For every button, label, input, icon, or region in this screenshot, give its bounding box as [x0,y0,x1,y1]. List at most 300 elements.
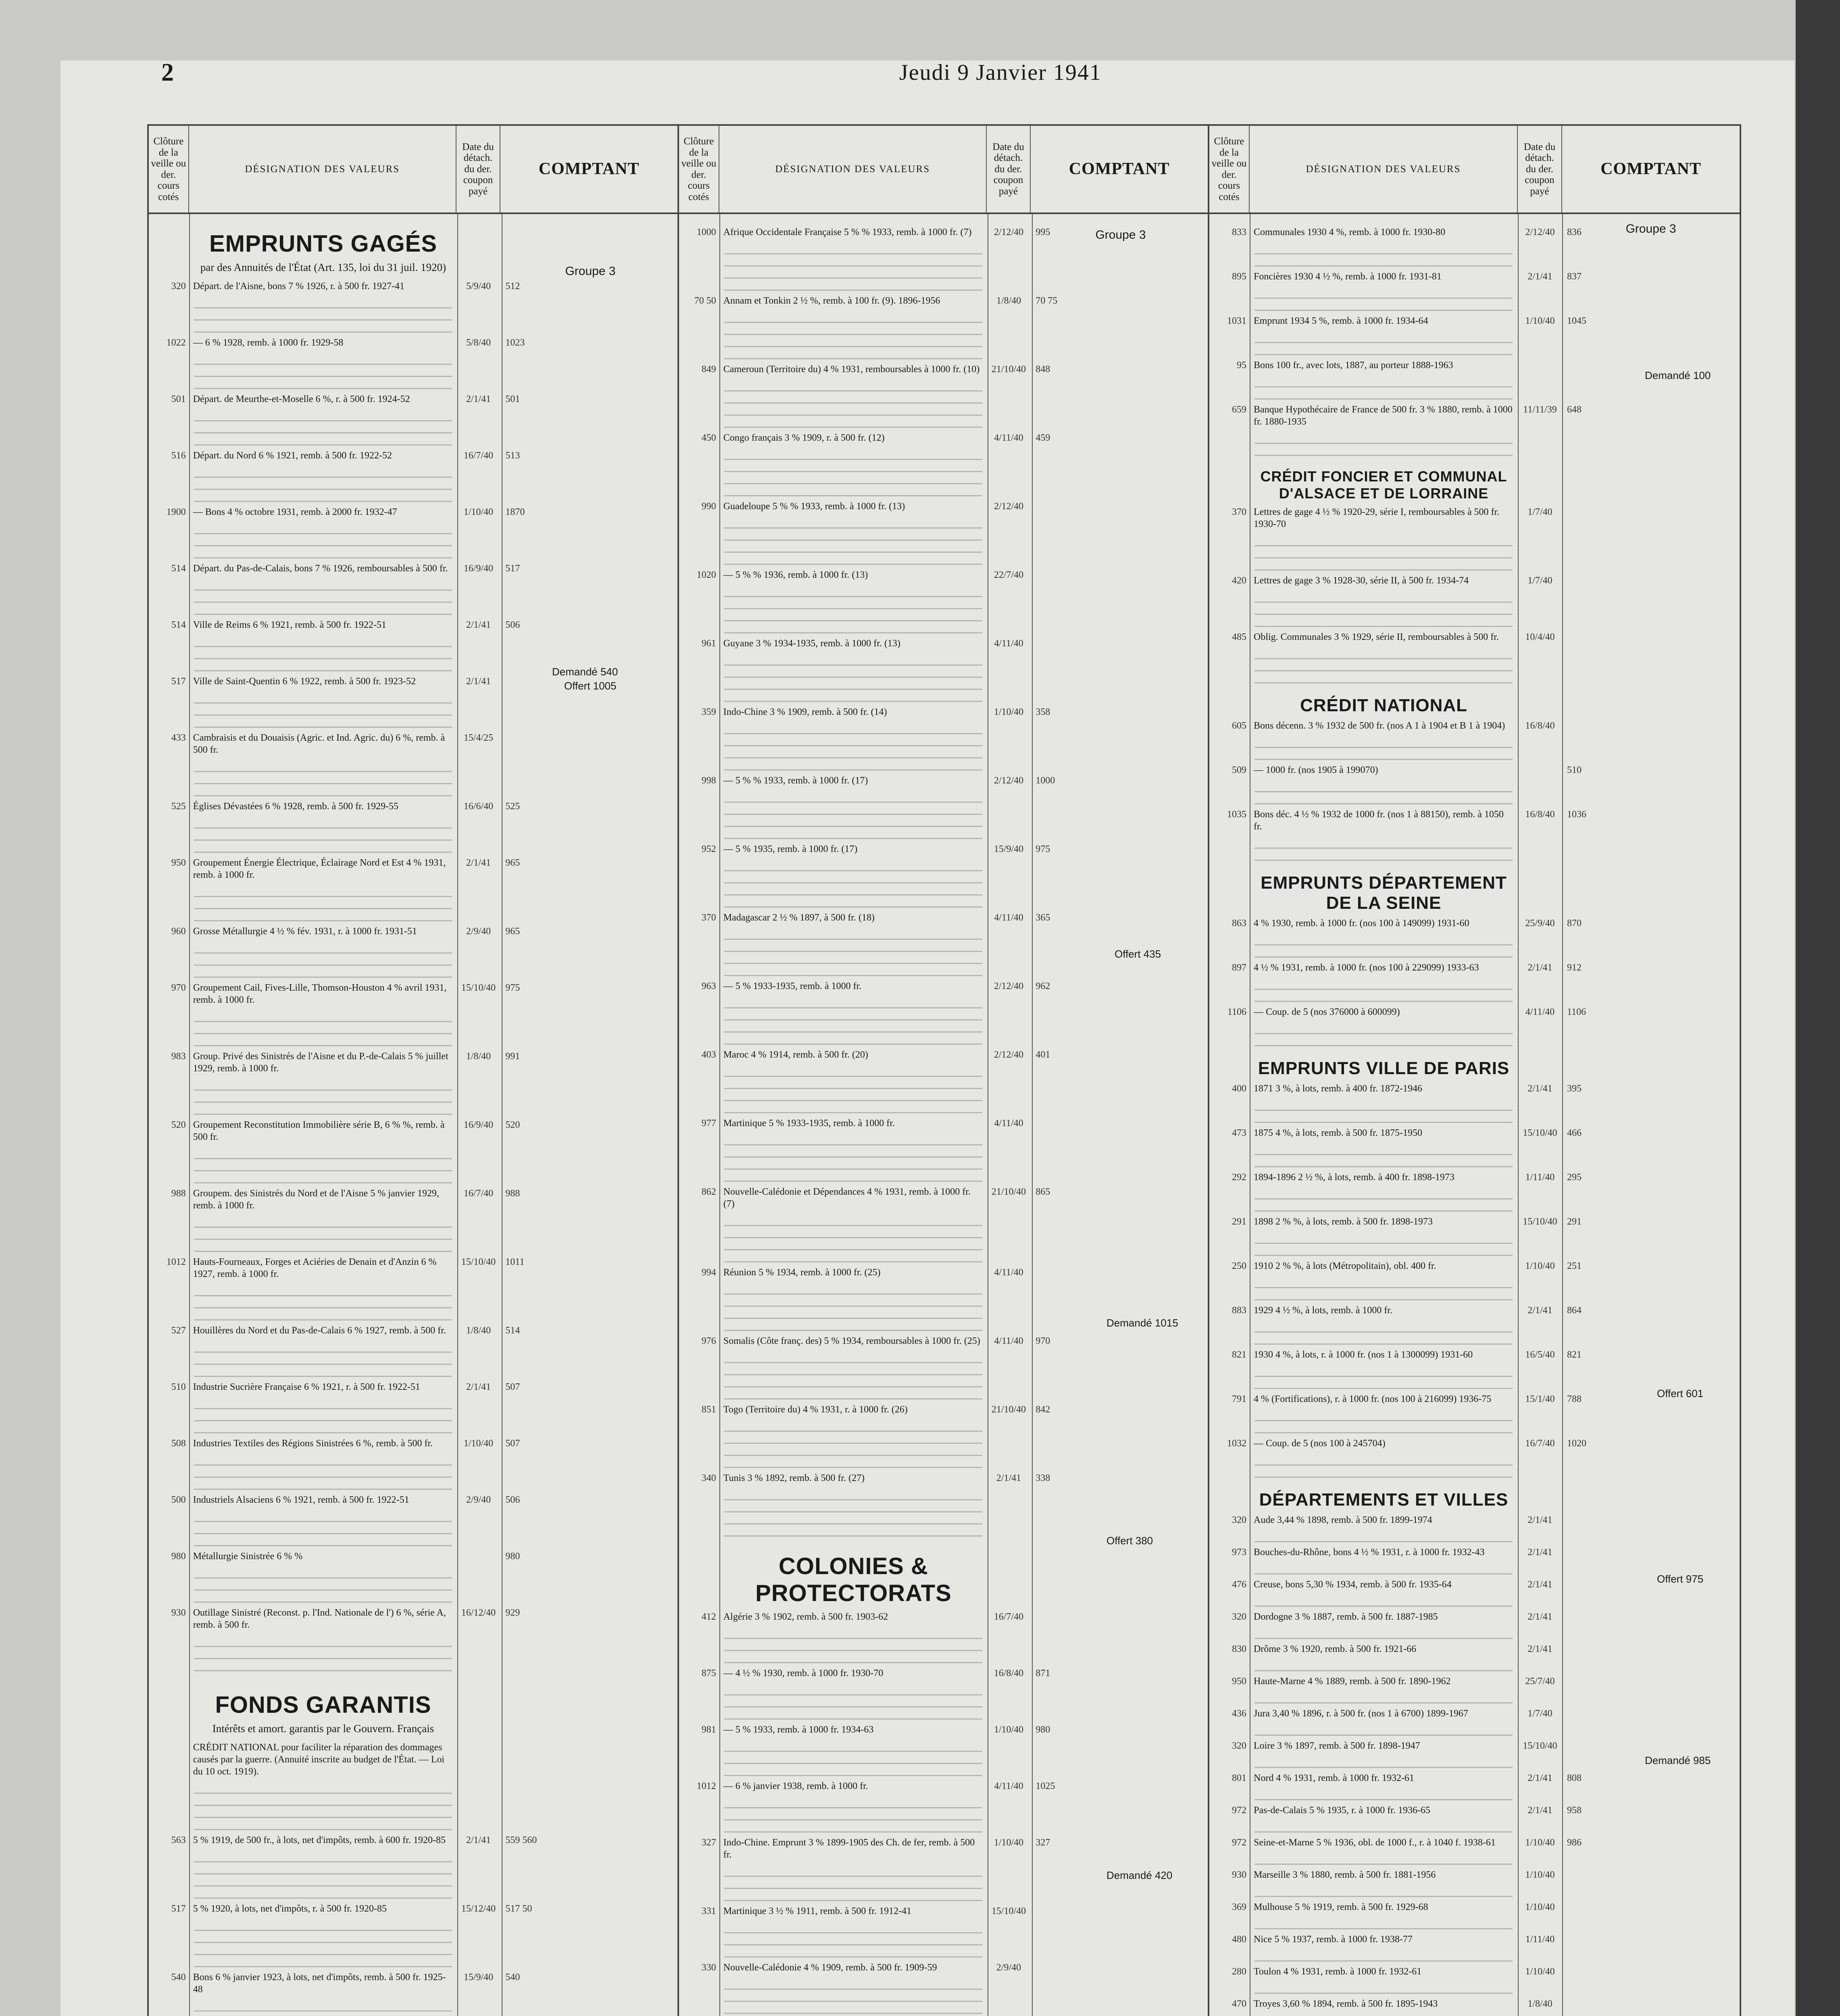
header-comptant: COMPTANT [538,160,640,179]
security-designation: Afrique Occidentale Française 5 % % 1933, remb. à 1000 fr. (7) [723,227,972,237]
fine-print-lines [724,585,982,633]
coupon-date: 2/12/40 [994,775,1024,786]
demande-note: Demandé 100 [1645,369,1711,381]
header-designation: DÉSIGNATION DES VALEURS [189,126,456,212]
security-row [149,1325,677,1337]
closing-price: 605 [1232,721,1246,731]
coupon-date: 1/10/40 [1525,1870,1555,1880]
security-row [1209,575,1740,587]
fine-print-lines [1254,1276,1513,1300]
header-designation: DÉSIGNATION DES VALEURS [719,126,987,212]
security-designation: Nouvelle-Calédonie et Dépendances 4 % 1931, remb. à 1000 fr. (7) [723,1187,971,1209]
cash-price: 507 [505,1382,520,1392]
closing-price: 990 [701,501,716,512]
fine-print-lines [194,1999,452,2016]
security-row [1209,1643,1740,1655]
closing-price: 95 [1237,360,1246,371]
security-designation: — 5 % 1933, remb. à 1000 fr. 1934-63 [723,1724,874,1735]
security-row [149,1437,677,1450]
section-subtitle: par des Annuités de l'État (Art. 135, loi du 31 juil. 1920) [200,261,446,273]
closing-price: 340 [701,1473,716,1483]
offert-note: Offert 1005 [564,680,617,692]
cash-price: 1025 [1036,1781,1055,1791]
cash-price [1562,1579,1740,1591]
security-row [679,843,1208,855]
closing-price: 791 [1232,1394,1246,1404]
fine-print-lines [1254,1143,1513,1167]
demande-note: Demandé 985 [1645,1754,1711,1766]
security-designation: Foncières 1930 4 ½ %, remb. à 1000 fr. 1931-81 [1254,271,1442,282]
section-title: FONDS GARANTIS [215,1692,431,1718]
closing-price: 500 [171,1495,186,1505]
fine-print-lines [724,516,982,565]
security-designation: Marseille 3 % 1880, remb. à 500 fr. 1881-1956 [1254,1870,1436,1880]
security-designation: Groupement Reconstitution Immobilière série B, 6 % %, remb. à 500 fr. [193,1120,445,1142]
cash-price [500,675,677,687]
fine-print-lines [1254,780,1513,804]
fine-print-lines [1254,1409,1513,1433]
cash-price [1031,500,1208,512]
closing-price: 994 [701,1267,716,1278]
cash-price [1031,1962,1208,1974]
fine-print-lines [1254,1949,1513,1962]
closing-price: 369 [1232,1902,1246,1912]
coupon-date [1518,359,1562,371]
security-row [1209,1772,1740,1784]
coupon-date: 1/8/40 [996,296,1021,306]
cash-price: 986 [1567,1837,1582,1848]
fine-print-lines [194,635,452,671]
cash-price: 501 [505,394,520,404]
fine-print-lines [194,409,452,446]
coupon-date: 1/10/40 [1525,1966,1555,1977]
cash-price [1562,1966,1740,1978]
closing-price: 412 [701,1612,716,1622]
fine-print-lines [724,1133,982,1182]
cash-price: 510 [1567,765,1582,775]
coupon-date: 2/12/40 [994,501,1024,512]
coupon-date: 16/8/40 [994,1668,1024,1679]
closing-price: 450 [701,433,716,443]
coupon-date: 1/10/40 [994,1837,1024,1848]
fine-print-lines [194,816,452,853]
security-designation: Lettres de gage 3 % 1928-30, série II, à 500 fr. 1934-74 [1254,575,1469,586]
security-row [679,1472,1208,1484]
coupon-date: 15/10/40 [1523,1128,1557,1138]
table-column-2 [679,126,1209,2016]
closing-price: 659 [1232,404,1246,415]
security-row [1209,404,1740,428]
cash-price [1562,720,1740,732]
cash-price [1031,637,1208,650]
closing-price: 833 [1232,227,1246,237]
closing-price: 331 [701,1906,716,1916]
fine-print-lines [724,928,982,976]
cash-price [1562,1675,1740,1687]
security-row [679,1186,1208,1210]
security-row [1209,1304,1740,1316]
cash-price [1562,1998,1740,2010]
fine-print-lines [1254,1232,1513,1256]
section-title: CRÉDIT NATIONAL [1300,696,1468,715]
security-row [679,706,1208,718]
fine-print-lines [1254,1724,1513,1736]
closing-price: 514 [171,563,186,574]
section-title: EMPRUNTS GAGÉS [209,231,438,257]
fine-print-lines [1254,1885,1513,1897]
coupon-date: 1/10/40 [994,1724,1024,1735]
fine-print-lines [194,941,452,978]
fine-print-lines [1254,1691,1513,1704]
security-row [1209,359,1740,371]
coupon-date: 1/10/40 [994,707,1024,717]
coupon-date: 4/11/40 [994,1118,1023,1129]
closing-price [149,1741,189,1778]
closing-price: 480 [1232,1934,1246,1945]
cash-price: 648 [1567,404,1582,415]
fine-print-lines [1254,1982,1513,1994]
fine-print-lines [724,448,982,496]
security-row [1209,1869,1740,1881]
security-designation: Pas-de-Calais 5 % 1935, r. à 1000 fr. 1936-65 [1254,1805,1430,1816]
closing-price: 830 [1232,1644,1246,1654]
security-row [1209,1837,1740,1849]
closing-price: 517 [171,676,186,687]
cash-price: 837 [1567,271,1582,282]
fine-print-lines [724,379,982,428]
coupon-date [1518,764,1562,776]
cash-price: 965 [505,858,520,868]
coupon-date: 16/7/40 [463,450,494,461]
coupon-date: 2/1/41 [1527,1612,1552,1622]
cash-price: 514 [505,1325,520,1336]
coupon-date: 2/12/40 [994,1050,1024,1060]
cash-price: 1045 [1567,316,1586,326]
closing-price: 370 [701,912,716,923]
closing-price: 1035 [1227,809,1246,820]
security-designation: Groupement Énergie Électrique, Éclairage Nord et Est 4 % 1931, remb. à 1000 fr. [193,858,446,880]
security-row [149,280,677,292]
coupon-date: 1/10/40 [1525,316,1555,326]
table-column-3 [1209,126,1740,2016]
fine-print-lines [194,1919,452,1967]
closing-price: 501 [171,394,186,404]
fine-print-lines [724,1214,982,1262]
closing-price: 1022 [166,337,186,348]
security-designation: Hauts-Fourneaux, Forges et Aciéries de Denain et d'Anzin 6 % 1927, remb. à 1000 fr. [193,1257,437,1279]
coupon-date: 2/12/40 [994,227,1024,237]
demande-note: Demandé 420 [1107,1869,1173,1881]
closing-price: 849 [701,364,716,375]
cash-price: 559 560 [505,1835,537,1845]
closing-price: 320 [1232,1741,1246,1751]
closing-price: 520 [171,1120,186,1130]
security-row [679,1404,1208,1416]
coupon-date: 16/7/40 [994,1612,1024,1622]
cash-price [1562,575,1740,587]
cash-price: 842 [1036,1404,1050,1415]
security-row [1209,1611,1740,1623]
cash-price: 459 [1036,433,1050,443]
header-comptant: COMPTANT [1069,160,1170,179]
security-row [679,980,1208,992]
cash-price: 871 [1036,1668,1050,1679]
fine-print-lines [724,1420,982,1468]
fine-print-lines [1254,1320,1513,1345]
security-designation: Banque Hypothécaire de France de 500 fr. 3 % 1880, remb. à 1000 fr. 1880-1935 [1254,404,1513,427]
security-row [679,1266,1208,1279]
coupon-date: 1/8/40 [466,1325,491,1336]
fine-print-lines [194,1510,452,1546]
fine-print-lines [724,1065,982,1113]
security-designation: Indo-Chine 3 % 1909, remb. à 500 fr. (14) [723,707,887,717]
security-row [679,226,1208,238]
closing-price: 292 [1232,1172,1246,1183]
fine-print-lines [194,1216,452,1252]
security-designation: Group. Privé des Sinistrés de l'Aisne et du P.-de-Calais 5 % juillet 1929, remb. à 1000 fr. [193,1051,448,1074]
security-designation: 1929 4 ½ %, à lots, remb. à 1000 fr. [1254,1305,1392,1316]
cash-price: 513 [505,450,520,461]
cash-price: 991 [505,1051,520,1062]
fine-print-lines [1254,1187,1513,1212]
closing-price: 436 [1232,1708,1246,1719]
security-designation: 1910 2 % %, à lots (Métropolitain), obl. 400 fr. [1254,1261,1436,1271]
offert-note: Offert 601 [1657,1387,1704,1400]
coupon-date: 1/11/40 [1525,1934,1555,1945]
cash-price: 965 [505,926,520,937]
cash-price [1562,359,1740,371]
closing-price: 1031 [1227,316,1246,326]
closing-price: 983 [171,1051,186,1062]
security-designation: Congo français 3 % 1909, r. à 500 fr. (12) [723,433,885,443]
security-row [679,569,1208,581]
cash-price: 912 [1567,962,1582,973]
security-designation: 1898 2 % %, à lots, remb. à 500 fr. 1898-1973 [1254,1216,1433,1227]
header-detach: Date du détach. du der. coupon payé [456,126,501,212]
fine-print-lines [1254,1820,1513,1833]
cash-price: 338 [1036,1473,1050,1483]
fine-print-lines [194,1147,452,1183]
fine-print-lines [724,1796,982,1833]
coupon-date: 15/10/40 [461,983,496,993]
security-designation: Algérie 3 % 1902, remb. à 500 fr. 1903-62 [723,1612,888,1622]
security-designation: 5 % 1919, de 500 fr., à lots, net d'impôts, remb. à 600 fr. 1920-85 [193,1835,446,1845]
coupon-date: 15/4/25 [463,733,494,743]
cash-price: 995 [1036,227,1050,237]
security-row [1209,506,1740,530]
closing-price: 525 [171,801,186,812]
coupon-date: 16/6/40 [463,801,494,812]
fine-print-lines [194,885,452,921]
closing-price: 291 [1232,1216,1246,1227]
cash-price [1562,1901,1740,1913]
closing-price: 330 [701,1962,716,1973]
coupon-date: 1/10/40 [463,507,494,517]
security-designation: Jura 3,40 % 1896, r. à 500 fr. (nos 1 à 6700) 1899-1967 [1254,1708,1468,1719]
security-row [679,432,1208,444]
security-designation: Oblig. Communales 3 % 1929, série II, remboursables à 500 fr. [1254,632,1499,642]
groupe-label: Groupe 3 [565,264,616,278]
closing-price: 250 [1232,1261,1246,1271]
security-designation: Madagascar 2 ½ % 1897, à 500 fr. (18) [723,912,875,923]
fine-print-lines [724,859,982,908]
coupon-date: 1/7/40 [1527,507,1552,517]
cash-price [1031,1117,1208,1129]
security-designation: Bouches-du-Rhône, bons 4 ½ % 1931, r. à 1000 fr. 1932-43 [1254,1547,1485,1558]
security-designation: — 5 % % 1933, remb. à 1000 fr. (17) [723,775,868,786]
coupon-date: 16/7/40 [463,1188,494,1199]
cash-price: 517 [505,563,520,574]
closing-price: 370 [1232,507,1246,517]
security-designation: 5 % 1920, à lots, net d'impôts, r. à 500 fr. 1920-85 [193,1904,387,1914]
closing-price: 972 [1232,1837,1246,1848]
coupon-date: 2/1/41 [1527,271,1552,282]
column-header [149,126,677,214]
security-row [1209,1708,1740,1720]
security-designation: Haute-Marne 4 % 1889, remb. à 500 fr. 1890-1962 [1254,1676,1451,1687]
cash-price: 836 [1567,227,1582,237]
cash-price [1562,1708,1740,1720]
closing-price: 950 [1232,1676,1246,1687]
security-row [1209,315,1740,327]
coupon-date: 4/11/40 [994,433,1023,443]
closing-price: 320 [1232,1515,1246,1525]
closing-price: 961 [701,638,716,649]
security-row [149,732,677,756]
security-designation: — 6 % janvier 1938, remb. à 1000 fr. [723,1781,868,1791]
cash-price [1031,1266,1208,1279]
cash-price: 506 [505,1495,520,1505]
security-designation: Églises Dévastées 6 % 1928, remb. à 500 fr. 1929-55 [193,801,398,812]
cash-price [1562,631,1740,643]
security-designation: Groupement Cail, Fives-Lille, Thomson-Houston 4 % avril 1931, remb. à 1000 fr. [193,983,447,1005]
security-designation: Creuse, bons 5,30 % 1934, remb. à 500 fr. 1935-64 [1254,1579,1452,1590]
coupon-date: 4/11/40 [994,1336,1023,1346]
cash-price: 975 [1036,844,1050,854]
coupon-date: 21/10/40 [991,364,1026,375]
security-designation: Dordogne 3 % 1887, remb. à 500 fr. 1887-1985 [1254,1612,1438,1622]
security-designation: — 5 % 1933-1935, remb. à 1000 fr. [723,981,862,991]
security-designation: Annam et Tonkin 2 ½ %, remb. à 100 fr. (9). 1896-1956 [723,296,940,306]
cash-price: 1011 [505,1257,525,1267]
closing-price: 400 [1232,1083,1246,1094]
header-comptant: COMPTANT [1600,160,1701,179]
fine-print-lines [1254,1917,1513,1929]
security-row [1209,1804,1740,1816]
column-header [1209,126,1740,214]
cash-price: 517 50 [505,1904,532,1914]
coupon-date: 2/1/41 [1527,1547,1552,1558]
cash-price: 395 [1567,1083,1582,1094]
security-designation: — Coup. de 5 (nos 376000 à 600099) [1254,1007,1400,1017]
cash-price: 251 [1567,1261,1582,1271]
closing-price: 1106 [1227,1007,1246,1017]
cash-price [1562,1869,1740,1881]
security-row [679,1905,1208,1917]
section-title: EMPRUNTS VILLE DE PARIS [1258,1058,1510,1078]
closing-price: 821 [1232,1350,1246,1360]
fine-print-lines [1254,1099,1513,1123]
closing-price: 998 [701,775,716,786]
security-designation: Loire 3 % 1897, remb. à 500 fr. 1898-1947 [1254,1741,1420,1751]
closing-price: 976 [701,1336,716,1346]
security-designation: — 5 % 1935, remb. à 1000 fr. (17) [723,844,858,854]
closing-price: 972 [1232,1805,1246,1816]
closing-price: 508 [171,1438,186,1449]
security-designation: Toulon 4 % 1931, remb. à 1000 fr. 1932-61 [1254,1966,1422,1977]
fine-print-lines [724,722,982,771]
offert-note: Offert 975 [1657,1573,1704,1585]
closing-price: 420 [1232,575,1246,586]
coupon-date: 2/9/40 [996,1962,1021,1973]
fine-print-lines [1254,591,1513,627]
fine-print-lines [724,1283,982,1331]
cash-price: 520 [505,1120,520,1130]
cash-price: 540 [505,1972,520,1983]
coupon-date: 2/12/40 [994,981,1024,991]
coupon-date: 4/11/40 [994,1781,1023,1791]
security-designation: Ville de Saint-Quentin 6 % 1922, remb. à 500 fr. 1923-52 [193,676,416,687]
closing-price: 527 [171,1325,186,1336]
closing-price: 320 [1232,1612,1246,1622]
cash-price: 848 [1036,364,1050,375]
security-row [679,1780,1208,1792]
coupon-date: 5/8/40 [466,337,491,348]
security-row [149,800,677,812]
security-row [1209,720,1740,732]
security-designation: Troyes 3,60 % 1894, remb. à 500 fr. 1895-1943 [1254,1999,1438,2009]
security-designation: 1875 4 %, à lots, remb. à 500 fr. 1875-1950 [1254,1128,1422,1138]
fine-print-lines [1254,1530,1513,1542]
closing-price: 952 [701,844,716,854]
cash-price: 1020 [1567,1438,1586,1449]
security-row [1209,962,1740,974]
closing-price: 875 [701,1668,716,1679]
cash-price: 962 [1036,981,1050,991]
fine-print-lines [1254,978,1513,1002]
coupon-date: 2/1/41 [466,620,491,630]
fine-print-lines [194,1782,452,1830]
fine-print-lines [194,466,452,502]
closing-price: 1032 [1227,1438,1246,1449]
closing-price: 862 [701,1187,716,1197]
security-designation: Nord 4 % 1931, remb. à 1000 fr. 1932-61 [1254,1773,1414,1783]
fine-print-lines [724,791,982,839]
security-row [1209,1006,1740,1018]
groupe-label: Groupe 3 [1625,222,1676,235]
closing-price: 320 [171,281,186,292]
cash-price: 980 [1036,1724,1050,1735]
security-designation: — 5 % % 1936, remb. à 1000 fr. (13) [723,570,868,580]
security-designation: Guadeloupe 5 % % 1933, remb. à 1000 fr. (13) [723,501,905,512]
fine-print-lines [1254,933,1513,958]
closing-price: 1012 [696,1781,716,1791]
security-row [1209,1998,1740,2010]
security-designation: — 1000 fr. (nos 1905 à 199070) [1254,765,1378,775]
closing-price: 485 [1232,632,1246,642]
fine-print-lines [194,579,452,615]
cash-price: 970 [1036,1336,1050,1346]
security-row [149,857,677,881]
coupon-date: 21/10/40 [991,1404,1026,1415]
fine-print-lines [1254,1562,1513,1574]
fine-print-lines [1254,534,1513,571]
closing-price: 280 [1232,1966,1246,1977]
security-row [149,562,677,575]
quotation-table [147,124,1741,2016]
coupon-date: 1/10/40 [463,1438,494,1449]
security-row [149,1119,677,1143]
